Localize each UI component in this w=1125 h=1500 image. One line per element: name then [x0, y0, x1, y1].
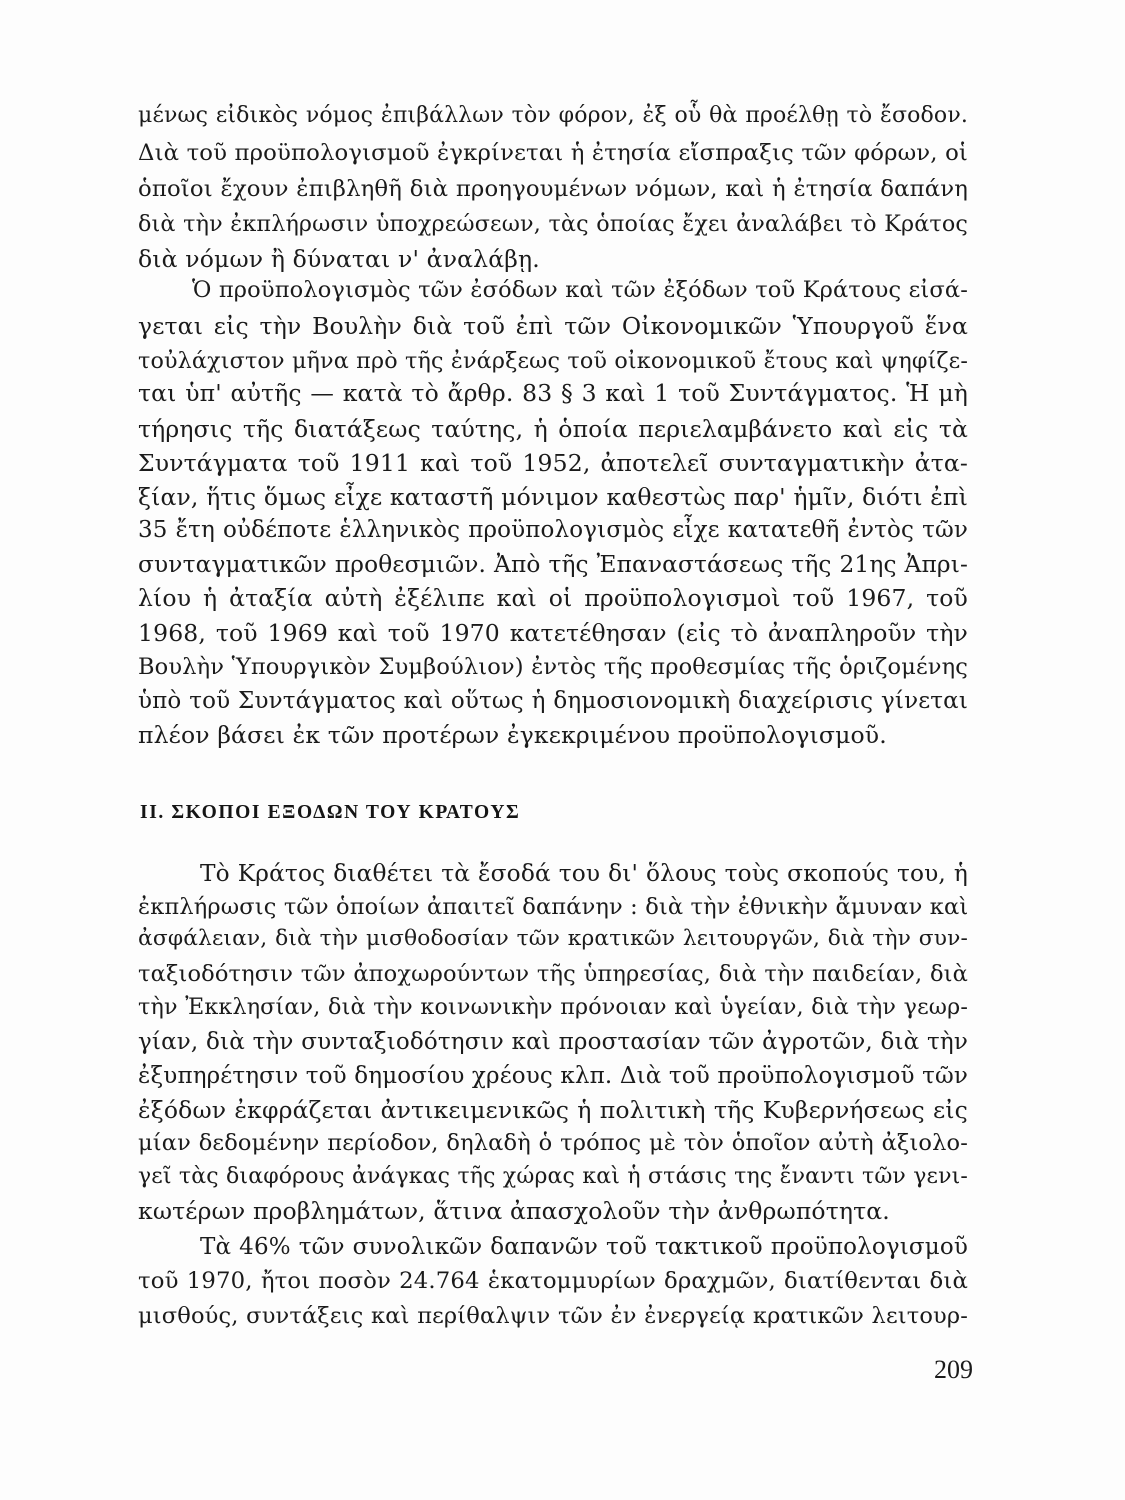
text-line: 35 ἔτη οὐδέποτε ἑλληνικὸς προϋπολογισμὸς εἶχε κατατεθῆ ἐντὸς τῶν [138, 517, 968, 543]
text-line: ξίαν, ἥτις ὅμως εἶχε καταστῆ μόνιμον καθεστὼς παρ' ἡμῖν, διότι ἐπὶ [138, 483, 968, 511]
text-line: τοὐλάχιστον μῆνα πρὸ τῆς ἐνάρξεως τοῦ οἰκονομικοῦ ἔτους καὶ ψηφίζε- [138, 348, 968, 374]
text-line: ἀσφάλειαν, διὰ τὴν μισθοδοσίαν τῶν κρατικῶν λειτουργῶν, διὰ τὴν συν- [138, 926, 968, 951]
text-line: μένως εἰδικὸς νόμος ἐπιβάλλων τὸν φόρον, ἐξ οὗ θὰ προέλθῃ τὸ ἔσοδον. [138, 103, 968, 128]
text-line: ταξιοδότησιν τῶν ἀποχωρούντων τῆς ὑπηρεσίας, διὰ τὴν παιδείαν, διὰ [138, 961, 968, 987]
text-line: Τὸ Κράτος διαθέτει τὰ ἔσοδά του δι' ὅλους τοὺς σκοπούς του, ἡ [200, 860, 968, 887]
text-line: Διὰ τοῦ προϋπολογισμοῦ ἐγκρίνεται ἡ ἐτησία εἴσπραξις τῶν φόρων, οἱ [138, 140, 968, 166]
text-line: λίου ἡ ἀταξία αὐτὴ ἐξέλιπε καὶ οἱ προϋπολογισμοὶ τοῦ 1967, τοῦ [138, 584, 968, 612]
text-line: Τὰ 46% τῶν συνολικῶν δαπανῶν τοῦ τακτικοῦ προϋπολογισμοῦ [200, 1234, 968, 1260]
text-line: διὰ νόμων ἢ δύναται ν' ἀναλάβῃ. [138, 245, 540, 273]
text-line: 1968, τοῦ 1969 καὶ τοῦ 1970 κατετέθησαν (εἰς τὸ ἀναπληροῦν τὴν [138, 619, 968, 647]
text-line: γεῖ τὰς διαφόρους ἀνάγκας τῆς χώρας καὶ ἡ στάσις της ἔναντι τῶν γενι- [138, 1164, 968, 1189]
text-line: ἐξυπηρέτησιν τοῦ δημοσίου χρέους κλπ. Διὰ τοῦ προϋπολογισμοῦ τῶν [138, 1063, 968, 1089]
text-line: τὴν Ἐκκλησίαν, διὰ τὴν κοινωνικὴν πρόνοιαν καὶ ὑγείαν, διὰ τὴν γεωρ- [138, 994, 968, 1020]
text-line: τήρησις τῆς διατάξεως ταύτης, ἡ ὁποία περιελαμβάνετο καὶ εἰς τὰ [138, 415, 968, 443]
section-heading: II. ΣΚΟΠΟΙ ΕΞΟΔΩΝ ΤΟΥ ΚΡΑΤΟΥΣ [140, 802, 521, 823]
text-line: συνταγματικῶν προθεσμιῶν. Ἀπὸ τῆς Ἐπαναστάσεως τῆς 21ης Ἀπρι- [138, 551, 968, 578]
text-line: ὑπὸ τοῦ Συντάγματος καὶ οὕτως ἡ δημοσιονομικὴ διαχείρισις γίνεται [138, 688, 968, 714]
text-line: Βουλὴν Ὑπουργικὸν Συμβούλιον) ἐντὸς τῆς προθεσμίας τῆς ὁριζομένης [138, 654, 968, 680]
text-line: ὁποῖοι ἔχουν ἐπιβληθῆ διὰ προηγουμένων νόμων, καὶ ἡ ἐτησία δαπάνη [138, 176, 968, 202]
text-line: μισθούς, συντάξεις καὶ περίθαλψιν τῶν ἐν ἐνεργείᾳ κρατικῶν λειτουρ- [138, 1303, 968, 1329]
page-number: 209 [934, 1355, 973, 1384]
text-line: διὰ τὴν ἐκπλήρωσιν ὑποχρεώσεων, τὰς ὁποίας ἔχει ἀναλάβει τὸ Κράτος [138, 211, 968, 237]
text-line: πλέον βάσει ἐκ τῶν προτέρων ἐγκεκριμένου προϋπολογισμοῦ. [138, 721, 887, 749]
text-line: Συντάγματα τοῦ 1911 καὶ τοῦ 1952, ἀποτελεῖ συνταγματικὴν ἀτα- [138, 449, 968, 477]
text-line: γεται εἰς τὴν Βουλὴν διὰ τοῦ ἐπὶ τῶν Οἰκονομικῶν Ὑπουργοῦ ἕνα [138, 312, 968, 340]
text-line: ἐκπλήρωσις τῶν ὁποίων ἀπαιτεῖ δαπάνην : διὰ τὴν ἐθνικὴν ἄμυναν καὶ [138, 894, 969, 920]
text-line: μίαν δεδομένην περίοδον, δηλαδὴ ὁ τρόπος μὲ τὸν ὁποῖον αὐτὴ ἀξιολο- [138, 1130, 968, 1156]
text-line: τοῦ 1970, ἤτοι ποσὸν 24.764 ἑκατομμυρίων δραχμῶν, διατίθενται διὰ [138, 1268, 968, 1294]
text-line: Ὁ προϋπολογισμὸς τῶν ἐσόδων καὶ τῶν ἐξόδων τοῦ Κράτους εἰσά- [192, 277, 968, 303]
text-line: ἐξόδων ἐκφράζεται ἀντικειμενικῶς ἡ πολιτικὴ τῆς Κυβερνήσεως εἰς [138, 1096, 968, 1124]
text-line: γίαν, διὰ τὴν συνταξιοδότησιν καὶ προστασίαν τῶν ἀγροτῶν, διὰ τὴν [138, 1029, 968, 1055]
text-line: ται ὑπ' αὐτῆς — κατὰ τὸ ἄρθρ. 83 § 3 καὶ 1 τοῦ Συντάγματος. Ἡ μὴ [138, 379, 968, 407]
text-line: κωτέρων προβλημάτων, ἅτινα ἀπασχολοῦν τὴν ἀνθρωπότητα. [138, 1197, 890, 1225]
